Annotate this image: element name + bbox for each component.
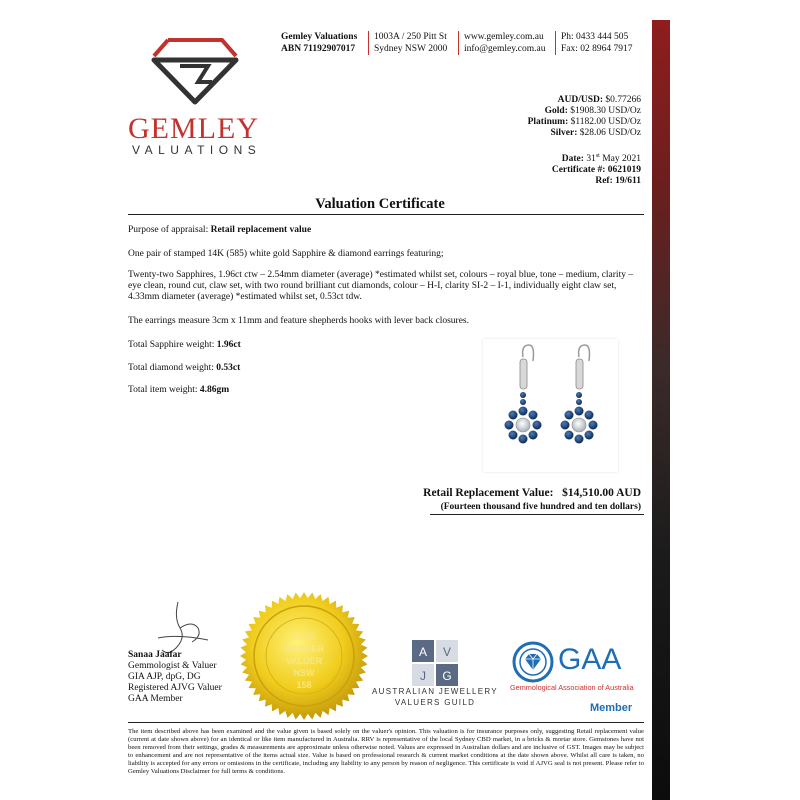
rate-row: Gold: $1908.30 USD/Oz xyxy=(544,106,641,116)
metal-rates xyxy=(528,95,641,139)
seal-text: MEMBER xyxy=(284,644,324,654)
gaa-emblem-icon xyxy=(512,641,554,683)
rate-row: Silver: $28.06 USD/Oz xyxy=(550,128,641,138)
header-divider xyxy=(555,31,556,55)
weight-row: Total item weight: 4.86gm xyxy=(128,385,230,395)
ajvg-gold-seal xyxy=(238,590,370,722)
header-company xyxy=(281,31,357,55)
svg-text:J: J xyxy=(420,669,426,683)
header-address xyxy=(374,31,447,55)
gaa-name: GAA xyxy=(558,643,622,676)
date-row: Date: 31st May 2021 xyxy=(561,153,641,165)
certificate-number-row: Certificate #: 0621019 xyxy=(551,165,641,176)
signer-ajvg: Registered AJVG Valuer xyxy=(128,683,222,693)
address-line-2: Sydney NSW 2000 xyxy=(374,44,448,54)
header-phone xyxy=(561,31,633,55)
rate-row: AUD/USD: $0.77266 xyxy=(557,95,641,105)
ajvg-line-2: VALUERS GUILD xyxy=(394,698,476,707)
item-measurements: The earrings measure 3cm x 11mm and feature shepherds hooks with lever back closures. xyxy=(128,316,470,326)
certificate-meta xyxy=(552,151,641,187)
retail-replacement-value: Retail Replacement Value: $14,510.00 AUD xyxy=(423,487,641,499)
gold-seal-icon xyxy=(238,590,370,722)
footer-divider xyxy=(128,722,644,723)
company-name: Gemley Valuations xyxy=(281,32,358,42)
website-link[interactable]: www.gemley.com.au xyxy=(464,32,544,42)
value-underline xyxy=(430,514,644,515)
brand-subtitle: VALUATIONS xyxy=(132,143,262,157)
signer-role: Gemmologist & Valuer xyxy=(128,661,217,671)
email-link[interactable]: info@gemley.com.au xyxy=(464,44,546,54)
signer-qualifications: GIA AJP, dpG, DG xyxy=(128,672,201,682)
fax-number: Fax: 02 8964 7917 xyxy=(561,44,633,54)
rate-row: Platinum: $1182.00 USD/Oz xyxy=(527,117,641,127)
brand-name: GEMLEY xyxy=(128,112,259,145)
header-web xyxy=(464,31,545,55)
svg-text:G: G xyxy=(442,669,452,683)
title-divider xyxy=(128,214,644,215)
signer-name: Sanaa Jaafar xyxy=(128,650,182,660)
earrings-photo xyxy=(483,339,618,472)
header-divider xyxy=(368,31,369,55)
header-divider xyxy=(458,31,459,55)
seal-text: 158 xyxy=(296,680,312,690)
seal-text: NSW xyxy=(293,668,315,678)
signer-block xyxy=(128,650,222,705)
svg-text:V: V xyxy=(442,645,452,659)
value-in-words: (Fourteen thousand five hundred and ten dollars) xyxy=(440,502,641,512)
ajvg-line-1: AUSTRALIAN JEWELLERY xyxy=(372,687,498,696)
earrings-image xyxy=(483,339,618,472)
signer-gaa: GAA Member xyxy=(128,694,183,704)
item-intro: One pair of stamped 14K (585) white gold Sapphire & diamond earrings featuring; xyxy=(128,249,444,259)
reference-row: Ref: 19/611 xyxy=(595,176,641,187)
company-abn: ABN 71192907017 xyxy=(281,44,356,54)
purpose-line: Purpose of appraisal: Retail replacement value xyxy=(128,225,312,235)
diamond-logo-icon xyxy=(150,36,240,106)
ajvg-logo-text xyxy=(365,686,505,708)
seal-text: AJVG xyxy=(291,632,317,642)
gaa-member-label: Member xyxy=(590,702,633,714)
weight-row: Total Sapphire weight: 1.96ct xyxy=(128,340,241,350)
address-line-1: 1003A / 250 Pitt St xyxy=(374,32,447,42)
weight-row: Total diamond weight: 0.53ct xyxy=(128,363,241,373)
gaa-subtitle: Gemmological Association of Australia xyxy=(510,683,634,692)
decorative-side-bar xyxy=(652,20,670,800)
seal-text: VALUER xyxy=(285,656,323,666)
phone-number: Ph: 0433 444 505 xyxy=(561,32,629,42)
svg-text:A: A xyxy=(418,645,428,659)
page-title: Valuation Certificate xyxy=(315,196,445,212)
item-description: Twenty-two Sapphires, 1.96ct ctw – 2.54mm diameter (average) *estimated whilst set, colours – royal blue, tone – medium, clarity – eye clean, round cut, claw set, with two round brilliant cut diamonds, colour – H-I, clarity SI-2 – I-1, individually eight claw set, 4.33mm diameter (average) *estimated whilst set, 0.53ct tdw. xyxy=(128,270,634,302)
disclaimer-text: The item described above has been examined and the value given is based solely on the valuer's opinion. This valuation is for insurance purposes only, suggesting Retail replacement value (current at date shown above) for an identical or like item manufactured in Australia. RRV is representative of the local Sydney CBD market, in a bricks & mortar store. Gemstones have not been removed from their settings, grades & measurements are approximate unless otherwise noted. Values are expressed in Australian dollars and are inclusive of GST. Images may be subject to enhancement and are not representative of the items actual size. Value is based on professional research & current market conditions at the date shown above. Whilst all care is taken, no liability is accepted for any errors or omissions in the certificate, including any liability to any person by reason of negligence. This certificate is void if AJVG seal is not present. Please refer to Gemley Valuations Disclaimer for full terms & conditions. xyxy=(128,728,644,775)
